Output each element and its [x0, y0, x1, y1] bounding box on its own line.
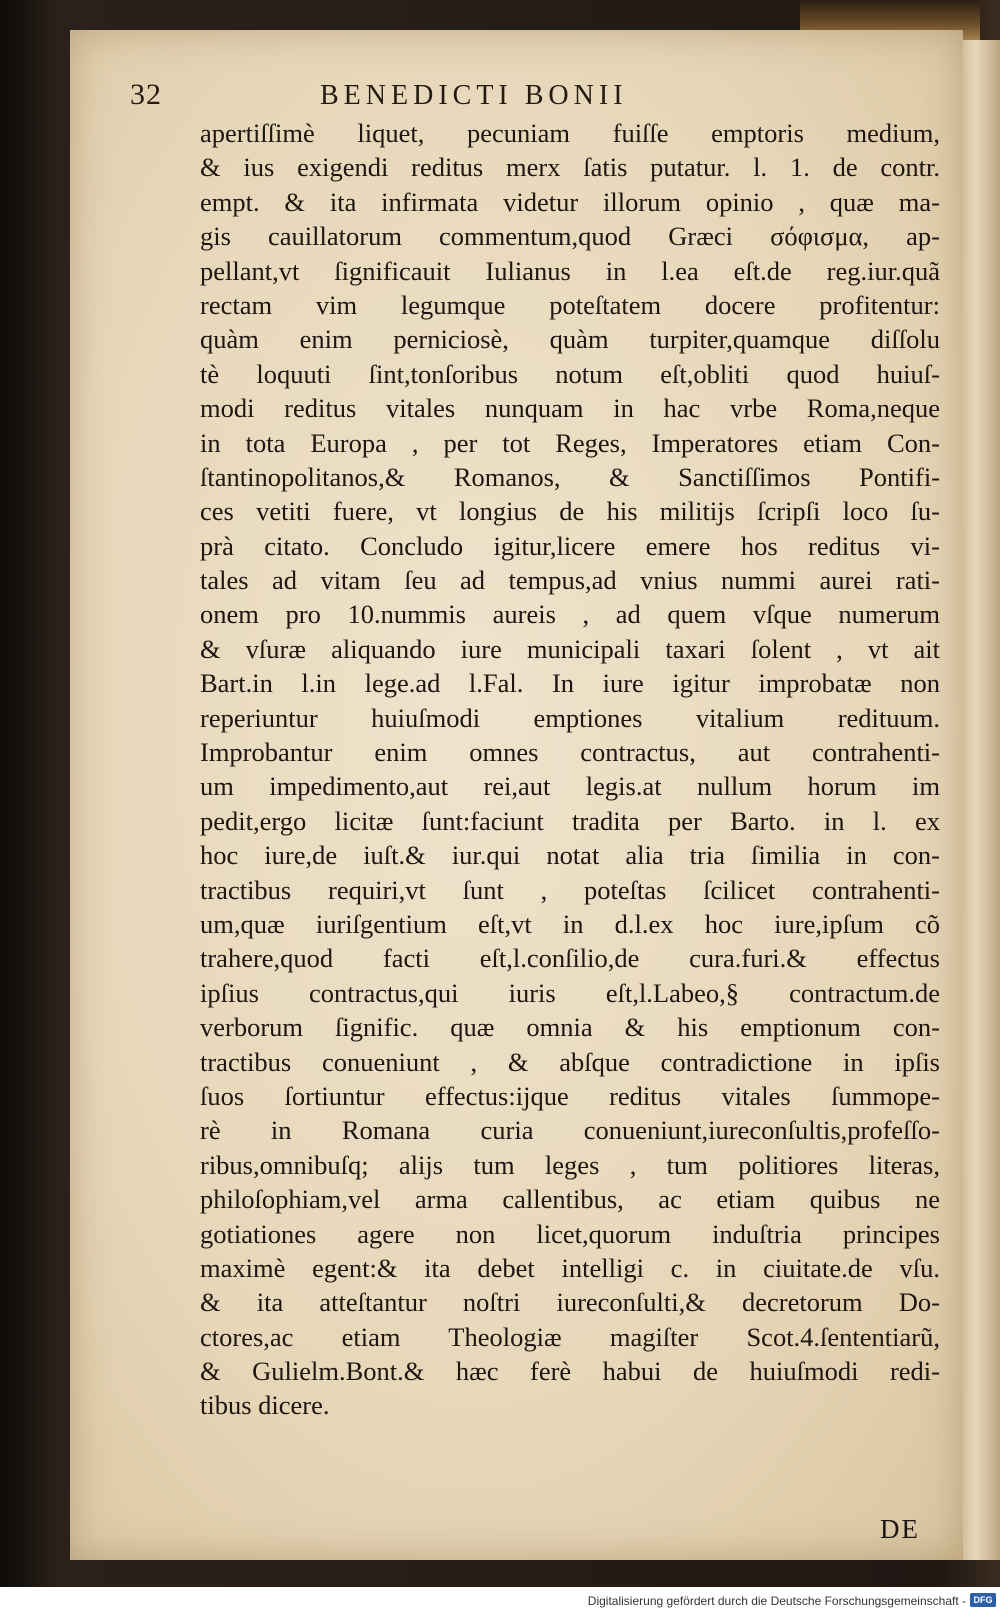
text-line: Improbantur enim omnes contractus, aut contrahenti- [200, 737, 940, 768]
text-line: philoſophiam,vel arma callentibus, ac etiam quibus ne [200, 1184, 940, 1215]
text-line: Bart.in l.in lege.ad l.Fal. In iure igitur improbatæ non [200, 668, 940, 699]
text-line: pedit,ergo licitæ ſunt:faciunt tradita per Barto. in l. ex [200, 805, 940, 836]
page-header [130, 78, 850, 118]
text-line: in tota Europa , per tot Reges, Imperatores etiam Con- [200, 427, 940, 458]
text-line: empt. & ita infirmata videtur illorum opinio , quæ ma- [200, 186, 940, 217]
text-line: rè in Romana curia conueniunt,iureconſultis,profeſſo- [200, 1115, 940, 1146]
text-line: um,quæ iuriſgentium eſt,vt in d.l.ex hoc iure,ipſum cõ [200, 908, 940, 939]
text-line: tractibus conueniunt , & abſque contradictione in ipſis [200, 1046, 940, 1077]
text-line: gis cauillatorum commentum,quod Græci σόφισμα, ap- [200, 221, 940, 252]
dfg-logo: DFG [970, 1593, 996, 1607]
text-line: modi reditus vitales nunquam in hac vrbe Roma,neque [200, 393, 940, 424]
page-number: 32 [130, 78, 162, 111]
text-line: & vſuræ aliquando iure municipali taxari ſolent , vt ait [200, 633, 940, 664]
text-line: tibus dicere. [200, 1390, 330, 1421]
text-line: & ita atteſtantur noſtri iureconſulti,& decretorum Do- [200, 1287, 940, 1318]
text-line: gotiationes agere non licet,quorum induſtria principes [200, 1218, 940, 1249]
text-line: ſtantinopolitanos,& Romanos, & Sanctiſſimos Pontifi- [200, 461, 940, 492]
text-line: verborum ſignific. quæ omnia & his emptionum con- [200, 1012, 940, 1043]
text-line: prà citato. Concludo igitur,licere emere hos reditus vi- [200, 530, 940, 561]
text-line: pellant,vt ſignificauit Iulianus in l.ea eſt.de reg.iur.quã [200, 255, 940, 286]
text-line: ces vetiti fuere, vt longius de his militijs ſcripſi loco ſu- [200, 496, 940, 527]
text-line: ipſius contractus,qui iuris eſt,l.Labeo,§ contractum.de [200, 977, 940, 1008]
text-line: reperiuntur huiuſmodi emptiones vitalium redituum. [200, 702, 940, 733]
footer-credit: Digitalisierung gefördert durch die Deutsche Forschungsgemeinschaft - [587, 1594, 966, 1608]
text-line: onem pro 10.nummis aureis , ad quem vſque numerum [200, 599, 940, 630]
text-line: & Gulielm.Bont.& hæc ferè habui de huiuſmodi redi- [200, 1356, 940, 1387]
text-line: um impedimento,aut rei,aut legis.at nullum horum im [200, 771, 940, 802]
text-line: quàm enim perniciosè, quàm turpiter,quamque diſſolu [200, 324, 940, 355]
text-line: tales ad vitam ſeu ad tempus,ad vnius nummi aurei rati- [200, 565, 940, 596]
text-line: maximè egent:& ita debet intelligi c. in ciuitate.de vſu. [200, 1252, 940, 1283]
body-text [200, 116, 940, 1496]
text-line: ribus,omnibuſq; alijs tum leges , tum politiores literas, [200, 1149, 940, 1180]
text-line: hoc iure,de iuſt.& iur.qui notat alia tria ſimilia in con- [200, 840, 940, 871]
text-line: tractibus requiri,vt ſunt , poteſtas ſcilicet contrahenti- [200, 874, 940, 905]
text-line: rectam vim legumque poteſtatem docere profitentur: [200, 289, 940, 320]
text-line: ctores,ac etiam Theologiæ magiſter Scot.4.ſententiarũ, [200, 1321, 940, 1352]
text-line: tè loquuti ſint,tonſoribus notum eſt,obliti quod huiuſ- [200, 358, 940, 389]
text-line: apertiſſimè liquet, pecuniam fuiſſe emptoris medium, [200, 118, 940, 148]
digitization-footer [0, 1587, 1000, 1615]
running-head: BENEDICTI BONII [320, 80, 628, 111]
book-edge [960, 40, 1000, 1560]
text-line: & ius exigendi reditus merx ſatis putatur. l. 1. de contr. [200, 152, 940, 183]
catchword: DE [880, 1514, 920, 1544]
text-line: trahere,quod facti eſt,l.conſilio,de cura.furi.& effectus [200, 943, 940, 974]
text-line: ſuos ſortiuntur effectus:ijque reditus vitales ſummope- [200, 1080, 940, 1111]
